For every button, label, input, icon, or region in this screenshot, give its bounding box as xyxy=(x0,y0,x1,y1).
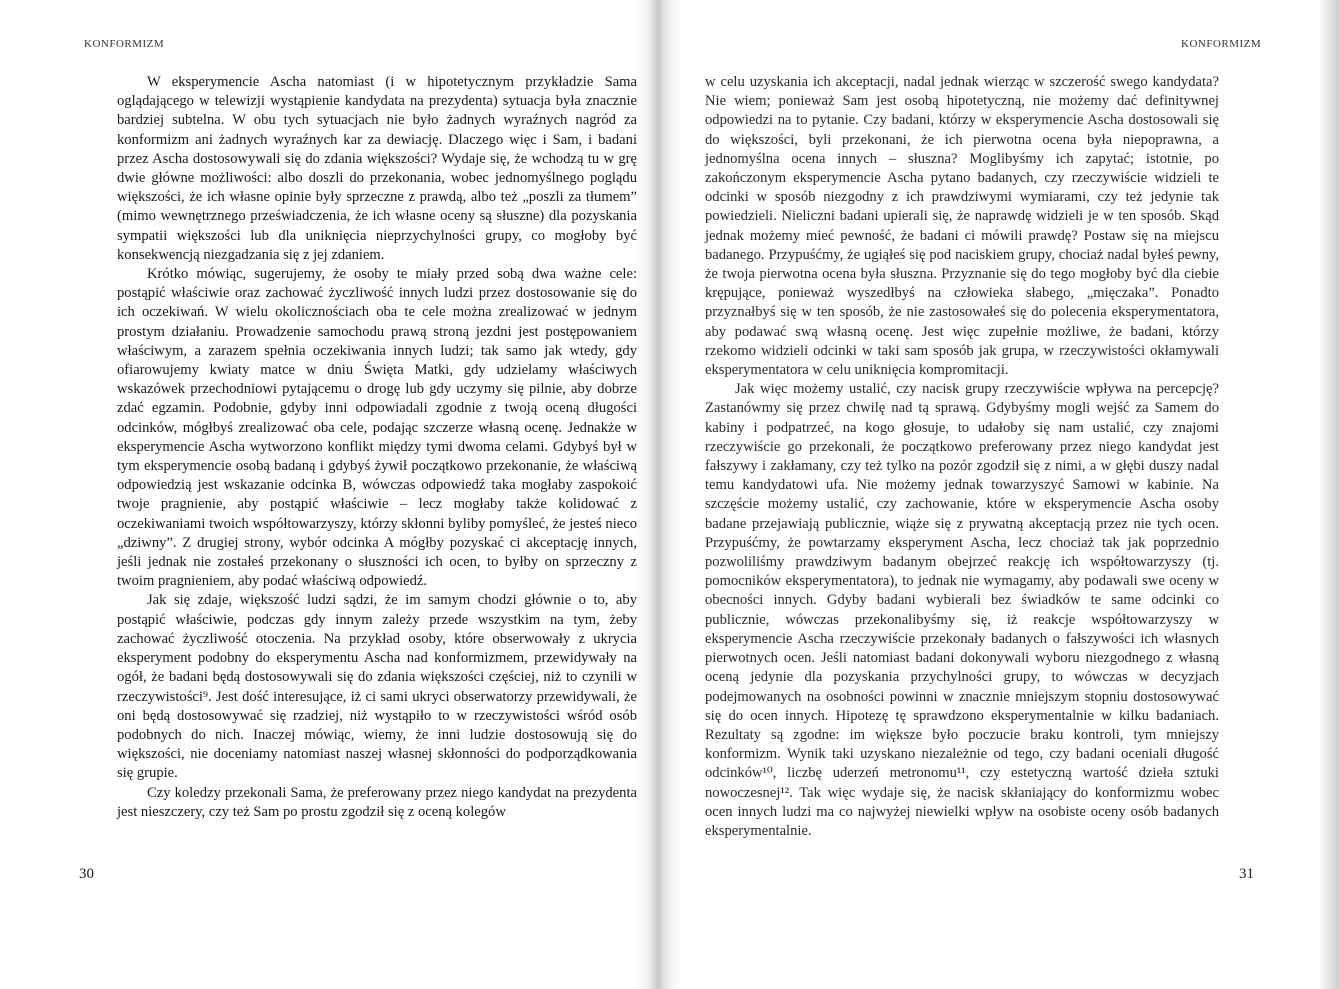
left-page-number: 30 xyxy=(79,866,94,882)
right-page-body xyxy=(705,73,1219,841)
right-running-head: KONFORMIZM xyxy=(1181,38,1262,50)
page-edge-shadow xyxy=(1318,0,1339,989)
left-paragraph-1: W eksperymencie Ascha natomiast (i w hipotetycznym przykładzie Sama oglądającego w telewizji wystąpienie kandydata na prezydenta) sytuacja była znacznie bardziej subtelna. W obu tych sytuacjach nie było żadnych wyraźnych nagród za konformizm ani żadnych wyraźnych kar za dewiację. Dlaczego więc i Sam, i badani przez Ascha dostosowywali się do zdania większości? Wydaje się, że wchodzą tu w grę dwie główne możliwości: albo doszli do przekonania, wobec jednomyślnego poglądu większości, że ich własne opinie były sprzeczne z prawdą, albo też „poszli za tłumem” (mimo wewnętrznego przeświadczenia, że ich własne oceny są słuszne) dla pozyskania sympatii większości lub dla uniknięcia nieprzychylności grupy, co mogłoby być konsekwencją niezgadzania się z jej zdaniem. xyxy=(117,74,637,263)
right-paragraph-1: w celu uzyskania ich akceptacji, nadal jednak wierząc w szczerość swego kandydata? Nie wiem; ponieważ Sam jest osobą hipotetyczną, nie możemy dać definitywnej odpowiedzi na to pytanie. Czy badani, którzy w eksperymencie Ascha dostosowali się do większości, byli przekonani, że ich pierwotna ocena była niepoprawna, a jednomyślna ocena innych – słuszna? Moglibyśmy ich zapytać; istotnie, po zakończonym eksperymencie Ascha pytano badanych, czy rzeczywiście widzieli te odcinki w sposób niezgodny z ich prawdziwymi wymiarami, czy też jedynie tak powiedzieli. Nieliczni badani upierali się, że naprawdę widzieli je w ten sposób. Skąd jednak możemy mieć pewność, że badani ci mówili prawdę? Postaw się na miejscu badanego. Przypuśćmy, że ugiąłeś się pod naciskiem grupy, chociaż nadal byłeś pewny, że twoja pierwotna ocena była słuszna. Przyznanie się do tego mogłoby być dla ciebie krępujące, ponieważ wyszedłbyś na człowieka słabego, „mięczaka”. Ponadto przyznałbyś się w ten sposób, że nie zastosowałeś się do polecenia eksperymentatora, aby podawać swą własną ocenę. Jest więc zupełnie możliwe, że badani, którzy rzekomo widzieli odcinki w taki sam sposób jak grupa, w rzeczywistości okłamywali eksperymentatora w celu uniknięcia kompromitacji. xyxy=(705,74,1219,379)
left-paragraph-2: Krótko mówiąc, sugerujemy, że osoby te miały przed sobą dwa ważne cele: postąpić właściwie oraz zachować życzliwość innych ludzi przez dostosowanie się do ich oczekiwań. W wielu okolicznościach oba te cele można zrealizować w jednym prostym działaniu. Prowadzenie samochodu prawą stroną jezdni jest postępowaniem właściwym, a zarazem spełnia oczekiwania innych ludzi; tak samo jak wtedy, gdy ofiarowujemy kwiaty matce w dniu Święta Matki, gdy udzielamy właściwych wskazówek przechodniowi pytającemu o drogę lub gdy uczymy się pilnie, aby dobrze zdać egzamin. Podobnie, gdyby inni odpowiadali zgodnie z twoją oceną długości odcinków, mógłbyś zrealizować oba cele, podając szczerze własną ocenę. Jednakże w eksperymencie Ascha wytworzono konflikt między tymi dwoma celami. Gdybyś był w tym eksperymencie osobą badaną i gdybyś żywił początkowo przekonanie, że właściwą odpowiedzią jest wskazanie odcinka B, wówczas odpowiedź taka mogłaby zaspokoić twoje pragnienie, aby postąpić właściwie – lecz mogłaby także kolidować z oczekiwaniami twoich współtowarzyszy, którzy skłonni byliby pomyśleć, że jesteś nieco „dziwny”. Z drugiej strony, wybór odcinka A mógłby pozyskać ci akceptację innych, jeśli jednak nie zostałeś przekonany o słuszności ich ocen, to byłby on sprzeczny z twoim pragnieniem, aby podać właściwą odpowiedź. xyxy=(117,266,637,590)
right-page-number: 31 xyxy=(1239,866,1254,882)
book-gutter xyxy=(636,0,682,989)
left-running-head: KONFORMIZM xyxy=(84,38,165,50)
right-paragraph-2: Jak więc możemy ustalić, czy nacisk grupy rzeczywiście wpływa na percepcję? Zastanówmy się przez chwilę nad tą sprawą. Gdybyśmy mogli wejść za Samem do kabiny i podpatrzeć, na kogo głosuje, to udałoby się nam ustalić, czy znajomi rzeczywiście go przekonali, że początkowo preferowany przez niego kandydat jest fałszywy i zakłamany, czy też tylko na pozór zgodził się z nimi, a w głębi duszy nadal temu kandydatowi ufa. Nie możemy jednak towarzyszyć Samowi w kabinie. Na szczęście możemy ustalić, czy zachowanie, które w eksperymencie Ascha osoby badane przejawiają publicznie, wiąże się z prywatną akceptacją przez nie tych ocen. Przypuśćmy, że powtarzamy eksperyment Ascha, lecz chociaż tak jak poprzednio pozwoliliśmy prawdziwym badanym obejrzeć reakcję ich współtowarzyszy (tj. pomocników eksperymentatora), to jednak nie wymagamy, aby podawali swe oceny w obecności innych. Gdyby badani wybierali bez świadków te same odcinki co publicznie, wówczas przekonalibyśmy się, iż reakcje współtowarzyszy w eksperymencie Ascha rzeczywiście przekonały badanych o fałszywości ich własnych pierwotnych ocen. Jeśli natomiast badani dokonywali wyboru niezgodnego z własną oceną jedynie dla pozyskania przychylności grupy, to wówczas w decyzjach podejmowanych na osobności powinni w znacznie mniejszym stopniu dostosowywać się do ocen innych. Hipotezę tę sprawdzono eksperymentalnie w kilku badaniach. Rezultaty są zgodne: im większe było poczucie braku kontroli, tym mniejszy konformizm. Wynik taki uzyskano niezależnie od tego, czy badani oceniali długość odcinków¹⁰, liczbę uderzeń metronomu¹¹, czy estetyczną wartość dzieła sztuki nowoczesnej¹². Tak więc wydaje się, że nacisk skłaniający do konformizmu wobec ocen innych ludzi ma co najwyżej niewielki wpływ na osobiste oceny osób badanych eksperymentalnie. xyxy=(705,381,1219,839)
left-paragraph-4: Czy koledzy przekonali Sama, że preferowany przez niego kandydat na prezydenta jest nieszczery, czy też Sam po prostu zgodził się z oceną kolegów xyxy=(117,784,637,820)
left-page-body xyxy=(117,73,637,822)
left-paragraph-3: Jak się zdaje, większość ludzi sądzi, że im samym chodzi głównie o to, aby postąpić właściwie, podczas gdy innym zależy przede wszystkim na tym, żeby zachować życzliwość otoczenia. Na przykład osoby, które obserwowały z ukrycia eksperyment podobny do eksperymentu Ascha nad konformizmem, przewidywały na ogół, że badani będą dostosowywali się do zdania większości częściej, niż to czynili w rzeczywistości⁹. Jest dość interesujące, iż ci sami ukryci obserwatorzy przewidywali, że oni będą dostosowywać się rzadziej, niż wystąpiło to w rzeczywistości wśród osób podobnych do nich. Inaczej mówiąc, wiemy, że inni ludzie dostosowują się do większości, nie doceniamy natomiast naszej własnej skłonności do podporządkowania się grupie. xyxy=(117,592,637,782)
